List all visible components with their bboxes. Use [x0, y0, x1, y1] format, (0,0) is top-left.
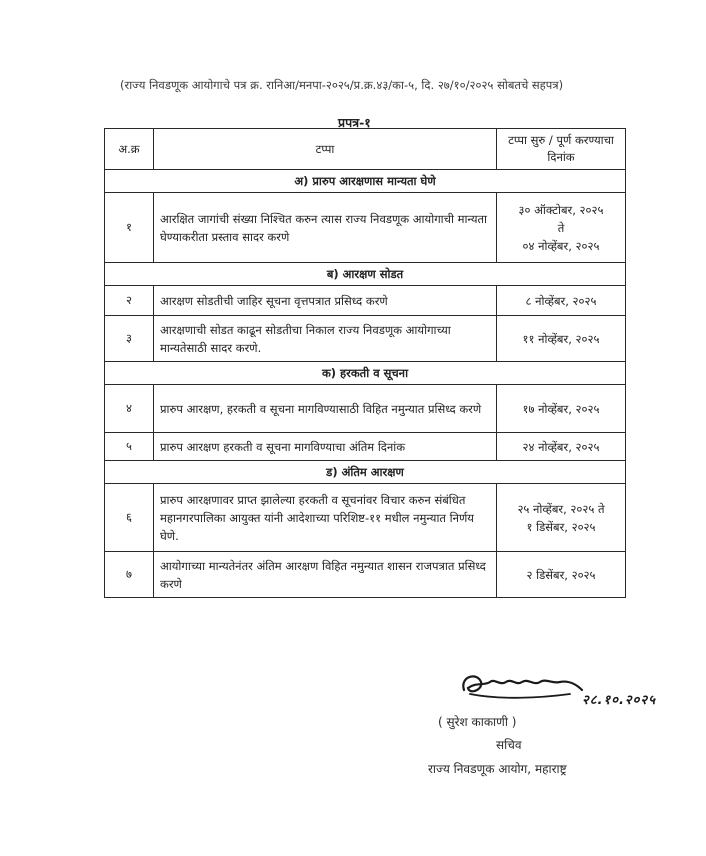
column-header-serial: अ.क्र [105, 129, 154, 170]
row-date: ८ नोव्हेंबर, २०२५ [497, 286, 626, 316]
signatory-name: ( सुरेश काकाणी ) [438, 715, 517, 729]
row-serial: ६ [105, 484, 154, 552]
row-serial: ३ [105, 316, 154, 362]
row-serial: ७ [105, 552, 154, 598]
row-serial: ५ [105, 433, 154, 461]
table-row [105, 484, 626, 552]
row-stage: प्रारुप आरक्षण, हरकती व सूचना मागविण्यासाठी विहित नमुन्यात प्रसिध्द करणे [154, 385, 497, 433]
row-stage: आयोगाच्या मान्यतेनंतर अंतिम आरक्षण विहित नमुन्यात शासन राजपत्रात प्रसिध्द करणे [154, 552, 497, 598]
table-row [105, 316, 626, 362]
column-header-date: टप्पा सुरु / पूर्ण करण्याचा दिनांक [497, 129, 626, 170]
row-date [497, 193, 626, 263]
row-date: १७ नोव्हेंबर, २०२५ [497, 385, 626, 433]
section-title: ड) अंतिम आरक्षण [105, 461, 626, 484]
table-row [105, 552, 626, 598]
table-row [105, 385, 626, 433]
row-serial: १ [105, 193, 154, 263]
table-header-row [105, 129, 626, 170]
date-end: १ डिसेंबर, २०२५ [526, 519, 596, 534]
signatory-designation: सचिव [496, 738, 522, 752]
row-date: २ डिसेंबर, २०२५ [497, 552, 626, 598]
date-connector: ते [557, 220, 565, 235]
row-date [497, 484, 626, 552]
row-serial: ४ [105, 385, 154, 433]
table-row [105, 193, 626, 263]
row-stage: आरक्षणाची सोडत काढून सोडतीचा निकाल राज्य निवडणूक आयोगाच्या मान्यतेसाठी सादर करणे. [154, 316, 497, 362]
date-end: ०४ नोव्हेंबर, २०२५ [522, 238, 600, 253]
section-title: क) हरकती व सूचना [105, 362, 626, 385]
row-date: २४ नोव्हेंबर, २०२५ [497, 433, 626, 461]
section-row [105, 362, 626, 385]
row-date: ११ नोव्हेंबर, २०२५ [497, 316, 626, 362]
letter-reference: (राज्य निवडणूक आयोगाचे पत्र क्र. रानिआ/मनपा-२०२५/प्र.क्र.४३/का-५, दि. २७/१०/२०२५ सोबतचे सहपत्र) [120, 78, 564, 92]
schedule-table [104, 128, 626, 598]
table-row [105, 433, 626, 461]
signatory-office: राज्य निवडणूक आयोग, महाराष्ट्र [428, 762, 567, 776]
column-header-stage: टप्पा [154, 129, 497, 170]
row-stage: प्रारुप आरक्षणावर प्राप्त झालेल्या हरकती व सूचनांवर विचार करुन संबंधित महानगरपालिका आयुक्त यांनी आदेशाच्या परिशिष्ट-११ मधील नमुन्यात निर्णय घेणे. [154, 484, 497, 552]
row-serial: २ [105, 286, 154, 316]
section-row [105, 461, 626, 484]
handwritten-date: २८.१०.२०२५ [582, 693, 656, 708]
section-title: ब) आरक्षण सोडत [105, 263, 626, 286]
section-row [105, 263, 626, 286]
row-stage: आरक्षण सोडतीची जाहिर सूचना वृत्तपत्रात प्रसिध्द करणे [154, 286, 497, 316]
row-stage: प्रारुप आरक्षण हरकती व सूचना मागविण्याचा अंतिम दिनांक [154, 433, 497, 461]
table-row [105, 286, 626, 316]
row-stage: आरक्षित जागांची संख्या निश्चित करुन त्यास राज्य निवडणूक आयोगाची मान्यता घेण्याकरीता प्रस्ताव सादर करणे [154, 193, 497, 263]
section-row [105, 170, 626, 193]
annex-title: प्रपत्र-१ [338, 115, 371, 130]
date-start: २५ नोव्हेंबर, २०२५ ते [517, 501, 605, 516]
date-start: ३० ऑक्टोबर, २०२५ [518, 202, 604, 217]
section-title: अ) प्रारुप आरक्षणास मान्यता घेणे [105, 170, 626, 193]
